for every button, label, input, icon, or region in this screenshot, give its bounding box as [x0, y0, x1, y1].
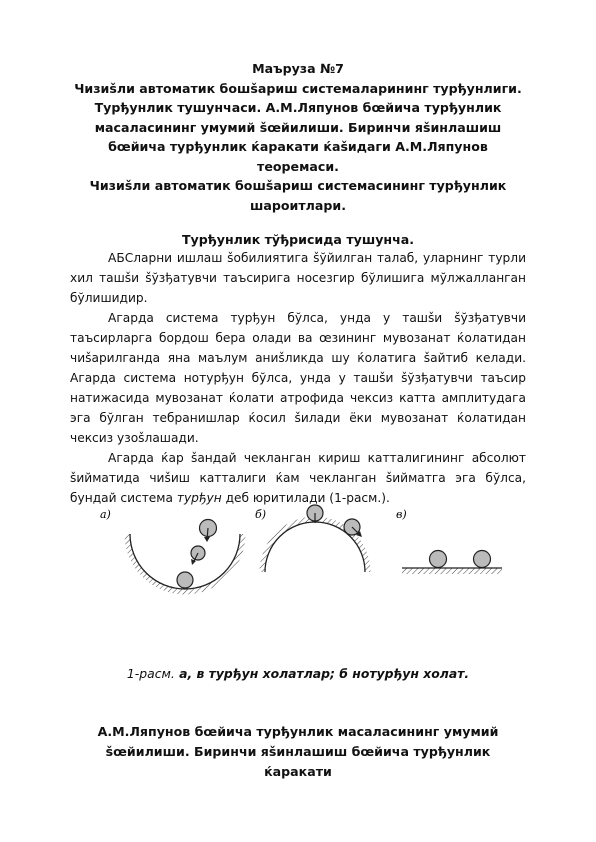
figure-caption: [70, 666, 526, 681]
paragraph-3-start: Агарда ќар šандай чекланган кириш катталигининг абсолют šийматида чиšиш катталиги ќам чекланган šийматга эга бўлса, бундай система: [70, 451, 526, 505]
stability-figure: [90, 500, 520, 600]
lecture-title: [70, 59, 526, 215]
title-line: бœйича турђунлик ќаракати ќаšидаги А.М.Ляпунов теоремаси.: [108, 139, 488, 174]
caption-text: а, в турђун холатлар; б нотурђун холат.: [174, 666, 470, 681]
paragraph-3: [70, 448, 526, 508]
term-stable: турђун: [176, 491, 222, 505]
arrow-a-1-head: [204, 537, 210, 542]
section-heading: Турђунлик тўђрисида тушунча.: [181, 232, 415, 247]
flat-hatch: [402, 568, 502, 574]
title-line: масаласининг умумий šœйилиши. Биринчи яšинлашиш: [94, 119, 502, 135]
next-section-heading: [70, 722, 526, 782]
paragraph-3-end: деб юритилади (1-расм.).: [221, 491, 390, 505]
title-line: Чизиšли автоматик бошšариш системаларининг турђунлиги.: [74, 80, 522, 96]
ball-flat-left: [430, 551, 447, 568]
title-line: Чизиšли автоматик бошšариш системасининг турђунлик: [89, 178, 507, 193]
body-text: [70, 248, 526, 508]
heading-line: šœйилиши. Биринчи яšинлашиш бœйича турђунлик ќаракати: [105, 744, 491, 779]
paragraph-2: Агарда система турђун бўлса, унда у ташšи šўзђатувчи таъсирларга бордош бера олади ва œзининг мувозанат ќолатидан чиšарилганда яна маълум аниšликда шу ќолатига šайтиб келади. Агарда система нотурђун бўлса, унда у ташšи šўзђатувчи таъсир натижасида мувозанат ќолати атрофида чексиз катта амплитудага эга бўлган тебранишлар ќосил šилади ёки мувозанат ќолатидан чексиз узоšлашади.: [70, 311, 526, 445]
ball-bottom: [177, 572, 193, 588]
figure-c-flat-surface: [396, 508, 502, 574]
figure-label-a: а): [100, 508, 111, 521]
paragraph-1: АБСларни ишлаш šобилиятига šўйилган талаб, уларнинг турли хил ташšи šўзђатувчи таъсирига носезгир бўлишига мўлжалланган бўлишидир.: [70, 251, 526, 305]
figure-a-stable-bowl: [100, 508, 243, 592]
heading-line: А.М.Ляпунов бœйича турђунлик масаласининг умумий: [97, 724, 499, 739]
title-line: шароитлари.: [249, 197, 346, 213]
figure-label-c: в): [396, 508, 407, 521]
figure-b-unstable-hill: [255, 505, 368, 572]
title-line: Турђунлик тушунчаси. А.М.Ляпунов бœйича турђунлик: [94, 100, 502, 115]
figure-label-b: б): [255, 508, 267, 521]
ball-flat-right: [474, 551, 491, 568]
caption-number: 1-расм.: [126, 666, 175, 681]
title-line: Маъруза №7: [252, 61, 344, 76]
